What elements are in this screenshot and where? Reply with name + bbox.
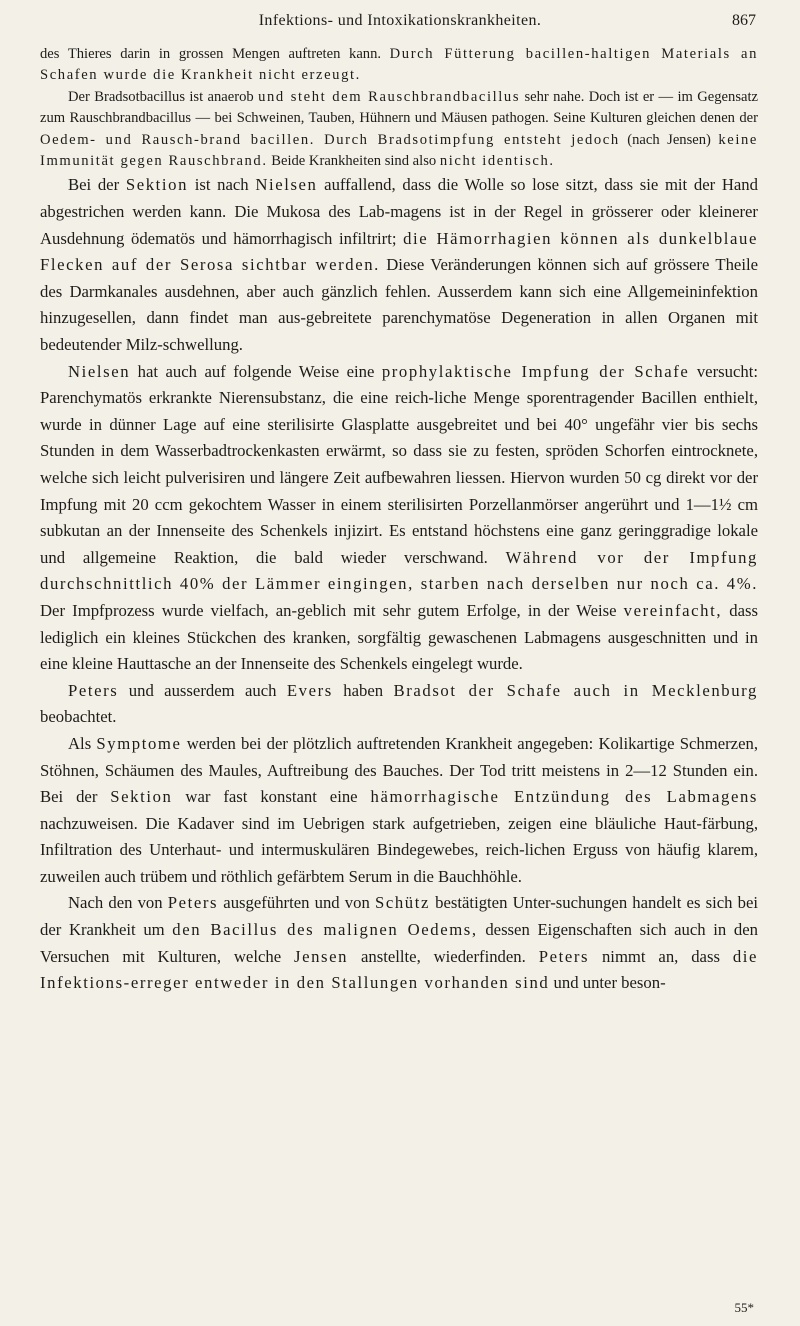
- text-span: und ausserdem auch: [118, 680, 287, 700]
- text-span: nimmt an, dass: [589, 946, 733, 966]
- paragraph-5: [40, 678, 758, 731]
- text-span: war fast konstant eine: [172, 787, 371, 807]
- paragraph-2: [40, 87, 758, 173]
- body-text: [40, 44, 758, 997]
- spaced-text: vereinfacht,: [623, 600, 723, 620]
- text-span: nachzuweisen. Die Kadaver sind im Uebrigen stark aufgetrieben, zeigen eine bläuliche Haut-färbung, Infiltration des Unterhaut- und intermuskulären Bindegewebes, reich-lichen Erguss von häufig klarem, zuweilen auch trübem und röthlich gefärbtem Serum in die Bauchhöhle.: [40, 813, 758, 886]
- spaced-text: die Hämorrhagien können als dunkelblaue Flecken auf der Serosa sichtbar werden.: [40, 228, 758, 275]
- spaced-text: Sektion: [125, 175, 189, 195]
- spaced-text: Sektion: [110, 787, 173, 807]
- page-number: 867: [732, 12, 756, 29]
- text-span: des Thieres darin in grossen Mengen auftreten kann.: [40, 46, 390, 62]
- text-span: (nach Jensen): [619, 131, 719, 148]
- paragraph-4: [40, 359, 758, 678]
- text-span: Nach den von: [68, 893, 168, 913]
- spaced-text: Oedem- und Rausch-brand bacillen. Durch Bradsotimpfung entsteht jedoch: [40, 131, 620, 148]
- text-span: beobachtet.: [40, 707, 117, 727]
- spaced-text: den Bacillus des malignen Oedems,: [172, 920, 478, 940]
- text-span: Als: [68, 733, 97, 753]
- text-span: dessen Eigenschaften sich auch in den Versuchen mit Kulturen, welche: [40, 920, 759, 966]
- spaced-text: Peters: [68, 680, 119, 700]
- text-span: versucht: Parenchymatös erkrankte Nierensubstanz, die eine reich-liche Menge sporentragender Bacillen enthielt, wurde in dünner Lage auf eine sterilisirte Glasplatte ausgebreitet und bei 40° ungefähr vier bis sechs Stunden in dem Wasserbadtrockenkasten erwärmt, so dass sie zu festen, spröden Schorfen eintrocknete, welche sich leicht pulverisiren und längere Zeit aufbewahren liessen. Hiervon wurden 50 cg direkt vor der Impfung mit 20 ccm gekochtem Wasser in einem sterilisirten Porzellanmörser angerührt und 1—1½ cm subkutan an der Innenseite des Schenkels injizirt. Es entstand höchstens eine ganz geringgradige lokale und allgemeine Reaktion, die bald wieder verschwand.: [40, 361, 759, 567]
- spaced-text: keine Immunität gegen Rauschbrand.: [40, 131, 758, 170]
- spaced-text: Durch Fütterung bacillen-haltigen Materials an Schafen wurde die Krankheit nicht erzeugt.: [40, 46, 758, 84]
- spaced-text: Peters: [167, 893, 219, 913]
- spaced-text: Bradsot der Schafe auch in Mecklenburg: [393, 680, 758, 700]
- text-span: Diese Veränderungen können sich auf grössere Theile des Darmkanales ausdehnen, aber auch gänzlich fehlen. Ausserdem kann sich eine Allgemeininfektion hinzugesellen, dann findet man aus-gebreitete parenchymatöse Degeneration in allen Organen mit bedeutender Milz-schwellung.: [40, 255, 759, 354]
- text-span: sehr nahe. Doch ist er — im Gegensatz zum Rauschbrandbacillus — bei Schweinen, Tauben, Hühnern und Mäusen pathogen. Seine Kulturen gleichen denen der: [40, 88, 759, 127]
- spaced-text: Nielsen: [255, 175, 318, 195]
- text-span: ausgeführten und von: [218, 893, 375, 913]
- text-span: ist nach: [188, 175, 256, 195]
- spaced-text: Schütz: [374, 893, 430, 913]
- text-span: dass lediglich ein kleines Stückchen des kranken, sorgfältig gewaschenen Labmagens ausgeschnitten und in eine kleine Hauttasche an der Innenseite des Schenkels eingelegt wurde.: [40, 600, 758, 674]
- text-span: Der Bradsotbacillus ist anaerob: [68, 88, 259, 105]
- text-span: bestätigten Unter-suchungen handelt es sich bei der Krankheit um: [40, 893, 759, 940]
- text-span: anstellte, wiederfinden.: [348, 946, 539, 966]
- text-span: haben: [332, 680, 394, 700]
- text-span: auffallend, dass die Wolle so lose sitzt, dass sie mit der Hand abgestrichen werden kann. Die Mukosa des Lab-magens ist in der Regel in grösserer oder kleinerer Ausdehnung ödematös und hämorrhagisch infiltrirt;: [40, 175, 758, 248]
- spaced-text: Peters: [538, 946, 590, 966]
- spaced-text: Evers: [286, 680, 333, 700]
- paragraph-6: [40, 731, 758, 891]
- spaced-text: Während vor der Impfung durchschnittlich 40% der Lämmer eingingen, starben nach derselben nur noch ca. 4%.: [40, 547, 758, 594]
- paragraph-3: [40, 172, 758, 358]
- paragraph-1: [40, 44, 758, 87]
- text-span: Beide Krankheiten sind also: [267, 153, 440, 170]
- spaced-text: Jensen: [294, 946, 349, 966]
- text-span: Bei der: [68, 175, 126, 195]
- signature-mark: 55*: [734, 1300, 754, 1315]
- spaced-text: Symptome: [96, 733, 182, 753]
- spaced-text: prophylaktische Impfung der Schafe: [381, 361, 690, 381]
- spaced-text: hämorrhagische Entzündung des Labmagens: [370, 787, 758, 807]
- text-span: hat auch auf folgende Weise eine: [130, 361, 382, 381]
- spaced-text: Nielsen: [68, 361, 131, 381]
- spaced-text: und steht dem Rauschbrandbacillus: [258, 88, 521, 105]
- running-head: Infektions- und Intoxikationskrankheiten.: [258, 12, 542, 29]
- page-header: [44, 8, 756, 36]
- paragraph-7: [40, 890, 758, 996]
- spaced-text: die Infektions-erreger entweder in den Stallungen vorhanden sind: [40, 946, 759, 993]
- text-span: und unter beson-: [549, 973, 666, 993]
- text-span: werden bei der plötzlich auftretenden Krankheit angegeben: Kolikartige Schmerzen, Stöhnen, Schäumen des Maules, Auftreibung des Bauches. Der Tod tritt meistens in 2—12 Stunden ein. Bei der: [40, 733, 759, 807]
- spaced-text: nicht identisch.: [439, 153, 555, 170]
- text-span: Der Impfprozess wurde vielfach, an-geblich mit sehr gutem Erfolge, in der Weise: [40, 600, 624, 620]
